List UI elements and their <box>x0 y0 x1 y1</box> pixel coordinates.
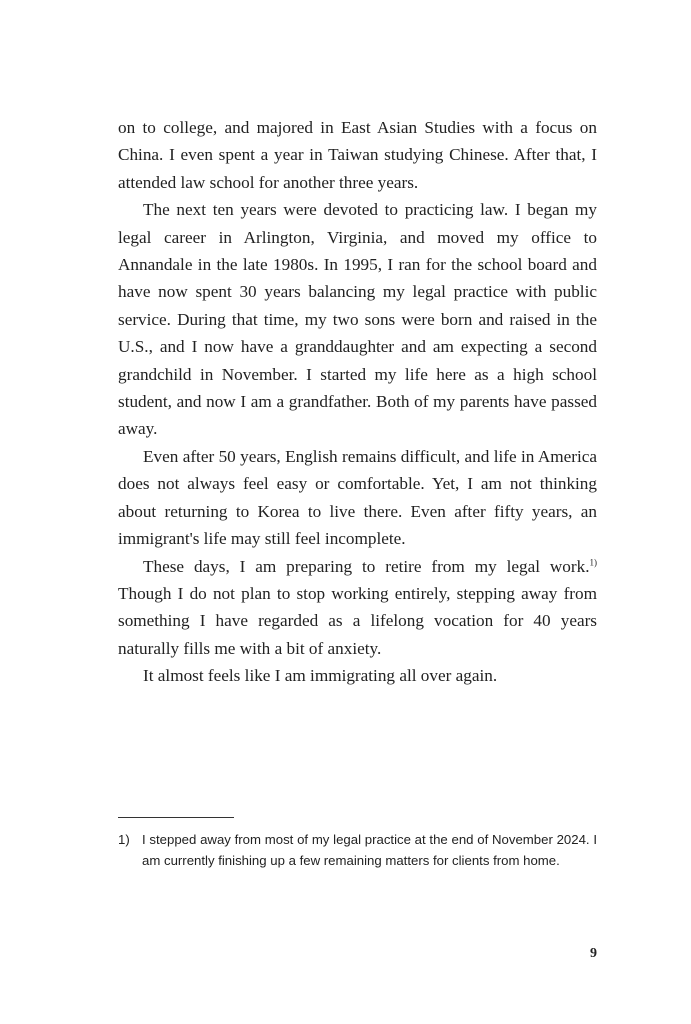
page-number: 9 <box>590 946 597 961</box>
paragraph-4 <box>118 553 597 663</box>
paragraph-4-text-after: Though I do not plan to stop working entirely, stepping away from something I have regarded as a lifelong vocation for 40 years naturally fills me with a bit of anxiety. <box>118 583 597 658</box>
paragraph-2: The next ten years were devoted to practicing law. I began my legal career in Arlington, Virginia, and moved my office to Annandale in the late 1980s. In 1995, I ran for the school board and have now spent 30 years balancing my legal practice with public service. During that time, my two sons were born and raised in the U.S., and I now have a granddaughter and am expecting a second grandchild in November. I started my life here as a high school student, and now I am a grandfather. Both of my parents have passed away. <box>118 200 597 439</box>
body-text <box>118 114 597 690</box>
paragraph-5: It almost feels like I am immigrating all over again. <box>143 666 498 686</box>
paragraph-1: on to college, and majored in East Asian Studies with a focus on China. I even spent a year in Taiwan studying Chinese. After that, I attended law school for another three years. <box>118 118 597 192</box>
paragraph-3: Even after 50 years, English remains difficult, and life in America does not always feel easy or comfortable. Yet, I am not thinking about returning to Korea to live there. Even after fifty years, an immigrant's life may still feel incomplete. <box>118 446 597 549</box>
footnote-separator <box>118 817 234 818</box>
paragraph-4-text-before: These days, I am preparing to retire from my legal work. <box>143 556 590 576</box>
footnote-reference: 1) <box>589 556 597 567</box>
footnote-number: 1) <box>118 832 130 847</box>
footnote-text: I stepped away from most of my legal practice at the end of November 2024. I am currently finishing up a few remaining matters for clients from home. <box>142 832 597 868</box>
footnote <box>118 829 597 871</box>
